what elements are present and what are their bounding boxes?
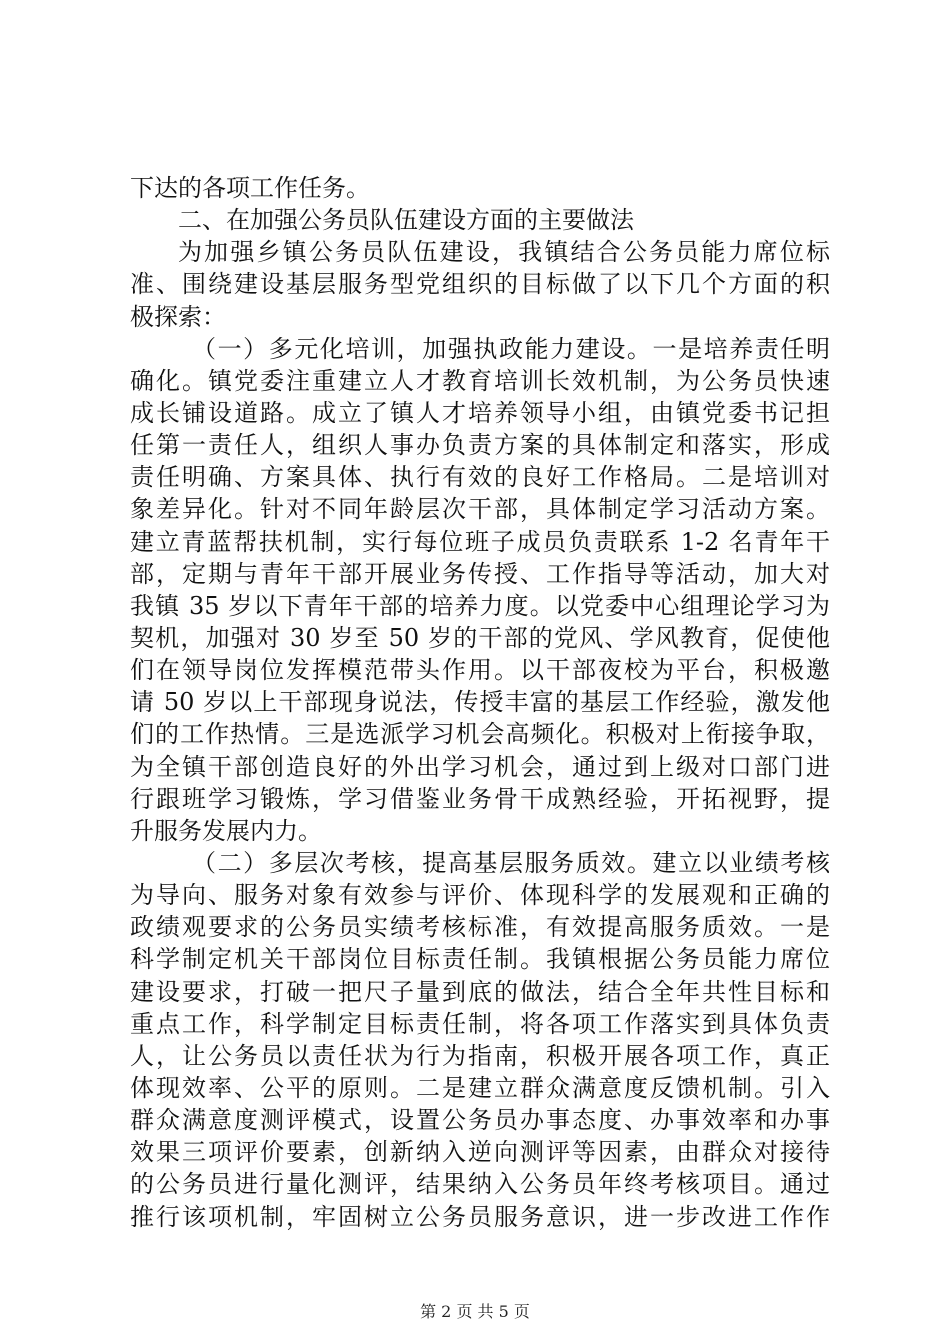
text-line: 我镇 35 岁以下青年干部的培养力度。以党委中心组理论学习为: [130, 591, 830, 620]
text-line: 的公务员进行量化测评，结果纳入公务员年终考核项目。通过: [130, 1170, 830, 1199]
text-line: 二、在加强公务员队伍建设方面的主要做法: [178, 206, 634, 235]
text-line: 请 50 岁以上干部现身说法，传授丰富的基层工作经验，激发他: [130, 688, 830, 717]
text-line: （一）多元化培训，加强执政能力建设。一是培养责任明: [192, 334, 830, 363]
text-line: 政绩观要求的公务员实绩考核标准，有效提高服务质效。一是: [130, 913, 830, 942]
text-line: 成长铺设道路。成立了镇人才培养领导小组，由镇党委书记担: [130, 398, 830, 427]
text-line: 下达的各项工作任务。: [130, 174, 370, 202]
text-line: 体现效率、公平的原则。二是建立群众满意度反馈机制。引入: [130, 1073, 830, 1102]
text-line: 极探索：: [130, 302, 226, 331]
text-line: 建立青蓝帮扶机制，实行每位班子成员负责联系 1-2 名青年干: [130, 527, 830, 556]
text-line: 群众满意度测评模式，设置公务员办事态度、办事效率和办事: [130, 1106, 830, 1135]
document-body: [130, 172, 830, 1233]
text-line: 建设要求，打破一把尺子量到底的做法，结合全年共性目标和: [130, 977, 830, 1006]
text-line: 任第一责任人，组织人事办负责方案的具体制定和落实，形成: [130, 431, 830, 460]
text-line: 升服务发展内力。: [130, 816, 322, 845]
text-line: 重点工作，科学制定目标责任制，将各项工作落实到具体负责: [130, 1009, 830, 1038]
text-line: 为加强乡镇公务员队伍建设，我镇结合公务员能力席位标: [178, 238, 830, 267]
text-line: 行跟班学习锻炼，学习借鉴业务骨干成熟经验，开拓视野，提: [130, 784, 830, 813]
text-line: 部，定期与青年干部开展业务传授、工作指导等活动，加大对: [130, 559, 830, 588]
page-footer: 第 2 页 共 5 页: [420, 1302, 530, 1321]
text-line: 效果三项评价要素，创新纳入逆向测评等因素，由群众对接待: [130, 1138, 830, 1167]
text-line: 确化。镇党委注重建立人才教育培训长效机制，为公务员快速: [130, 366, 830, 395]
text-line: 为全镇干部创造良好的外出学习机会，通过到上级对口部门进: [130, 752, 830, 781]
text-line: 契机，加强对 30 岁至 50 岁的干部的党风、学风教育，促使他: [130, 623, 830, 652]
text-line: 准、围绕建设基层服务型党组织的目标做了以下几个方面的积: [130, 270, 830, 299]
text-line: 科学制定机关干部岗位目标责任制。我镇根据公务员能力席位: [130, 945, 830, 974]
text-line: 推行该项机制，牢固树立公务员服务意识，进一步改进工作作: [130, 1202, 830, 1231]
text-line: 责任明确、方案具体、执行有效的良好工作格局。二是培训对: [130, 463, 830, 492]
text-line: 们在领导岗位发挥模范带头作用。以干部夜校为平台，积极邀: [130, 656, 830, 685]
text-line: 人，让公务员以责任状为行为指南，积极开展各项工作，真正: [130, 1041, 830, 1070]
text-line: 为导向、服务对象有效参与评价、体现科学的发展观和正确的: [130, 881, 830, 910]
text-line: 象差异化。针对不同年龄层次干部，具体制定学习活动方案。: [130, 495, 830, 524]
text-line: 们的工作热情。三是选派学习机会高频化。积极对上衔接争取，: [130, 720, 830, 749]
text-line: （二）多层次考核，提高基层服务质效。建立以业绩考核: [192, 848, 830, 877]
